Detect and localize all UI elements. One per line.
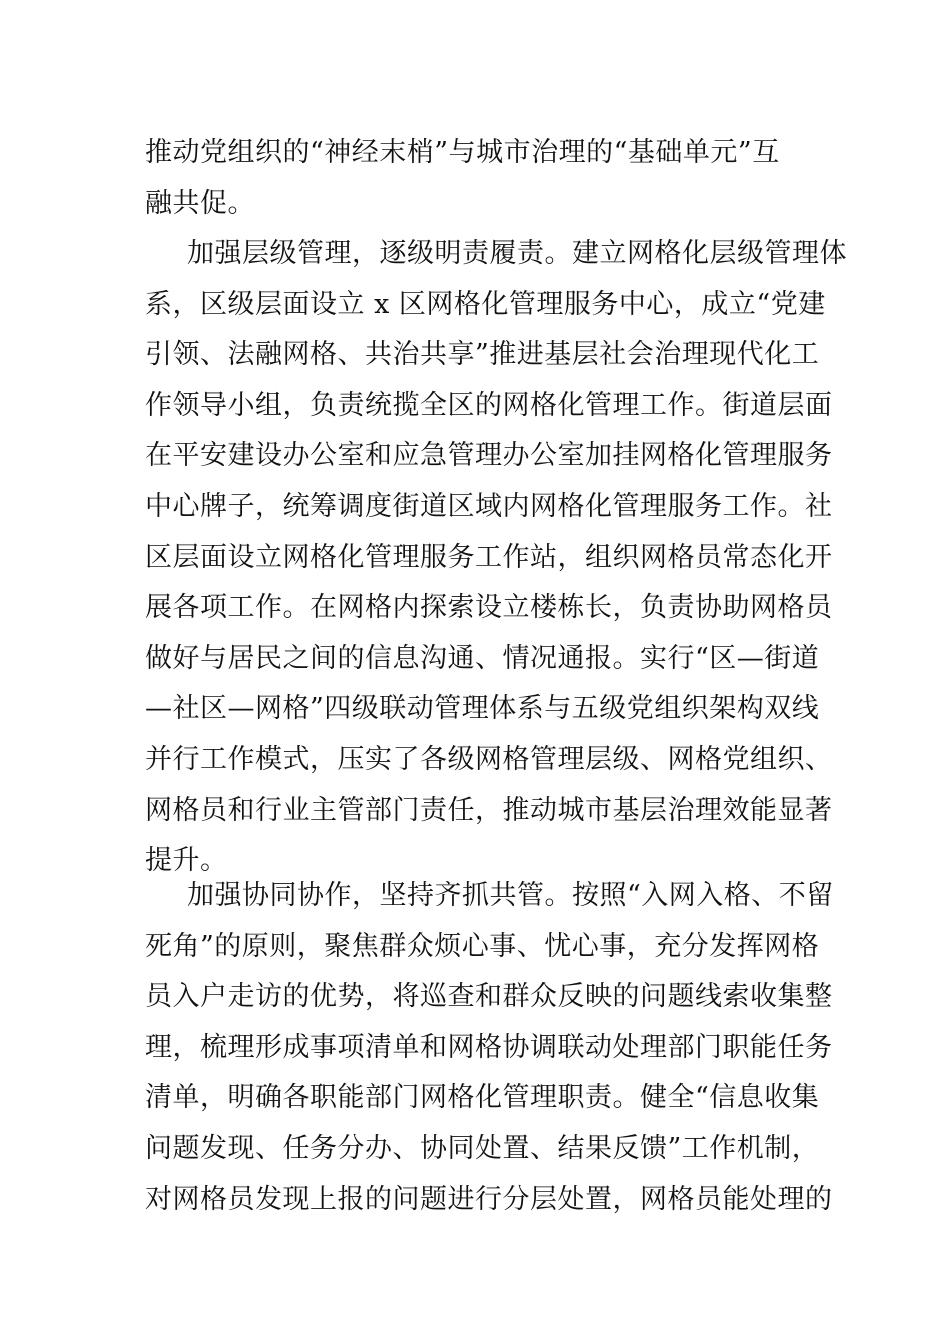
text-line: 区层面设立网格化管理服务工作站，组织网格员常态化开 bbox=[145, 541, 833, 573]
text-line: 融共促。 bbox=[145, 187, 255, 219]
text-line: 加强协同协作，坚持齐抓共管。按照“入网入格、不留 bbox=[187, 880, 834, 911]
text-line: 网格员和行业主管部门责任，推动城市基层治理效能显著 bbox=[145, 794, 833, 826]
paragraph-2 bbox=[145, 229, 847, 887]
text-line: 作领导小组，负责统揽全区的网格化管理工作。街道层面 bbox=[145, 389, 833, 421]
text-line: 对网格员发现上报的问题进行分层处置，网格员能处理的 bbox=[145, 1183, 833, 1215]
text-line: 死角”的原则，聚焦群众烦心事、忧心事，充分发挥网格 bbox=[145, 930, 820, 962]
text-line: 清单，明确各职能部门网格化管理职责。健全“信息收集 bbox=[145, 1082, 820, 1114]
text-line: 并行工作模式，压实了各级网格管理层级、网格党组织、 bbox=[145, 743, 833, 775]
paragraph-3 bbox=[145, 871, 834, 1225]
text-line: 理，梳理形成事项清单和网格协调联动处理部门职能任务 bbox=[145, 1031, 833, 1063]
text-line: 在平安建设办公室和应急管理办公室加挂网格化管理服务 bbox=[145, 440, 833, 472]
paragraph-1 bbox=[145, 128, 805, 229]
text-line: 引领、法融网格、共治共享”推进基层社会治理现代化工 bbox=[145, 339, 820, 371]
text-line: 系，区级层面设立 x 区网格化管理服务中心，成立“党建 bbox=[145, 288, 826, 320]
text-line: —社区—网格”四级联动管理体系与五级党组织架构双线 bbox=[145, 693, 820, 725]
text-line: 提升。 bbox=[145, 845, 228, 877]
text-line: 推动党组织的“神经末梢”与城市治理的“基础单元”互 bbox=[145, 137, 780, 168]
text-line: 员入户走访的优势，将巡查和群众反映的问题线索收集整 bbox=[145, 981, 833, 1013]
text-line: 做好与居民之间的信息沟通、情况通报。实行“区—街道 bbox=[145, 642, 820, 674]
text-line: 加强层级管理，逐级明责履责。建立网格化层级管理体 bbox=[187, 238, 847, 269]
text-line: 问题发现、任务分办、协同处置、结果反馈”工作机制， bbox=[145, 1132, 820, 1164]
text-line: 中心牌子，统筹调度街道区域内网格化管理服务工作。社 bbox=[145, 490, 833, 522]
text-line: 展各项工作。在网格内探索设立楼栋长，负责协助网格员 bbox=[145, 592, 833, 624]
